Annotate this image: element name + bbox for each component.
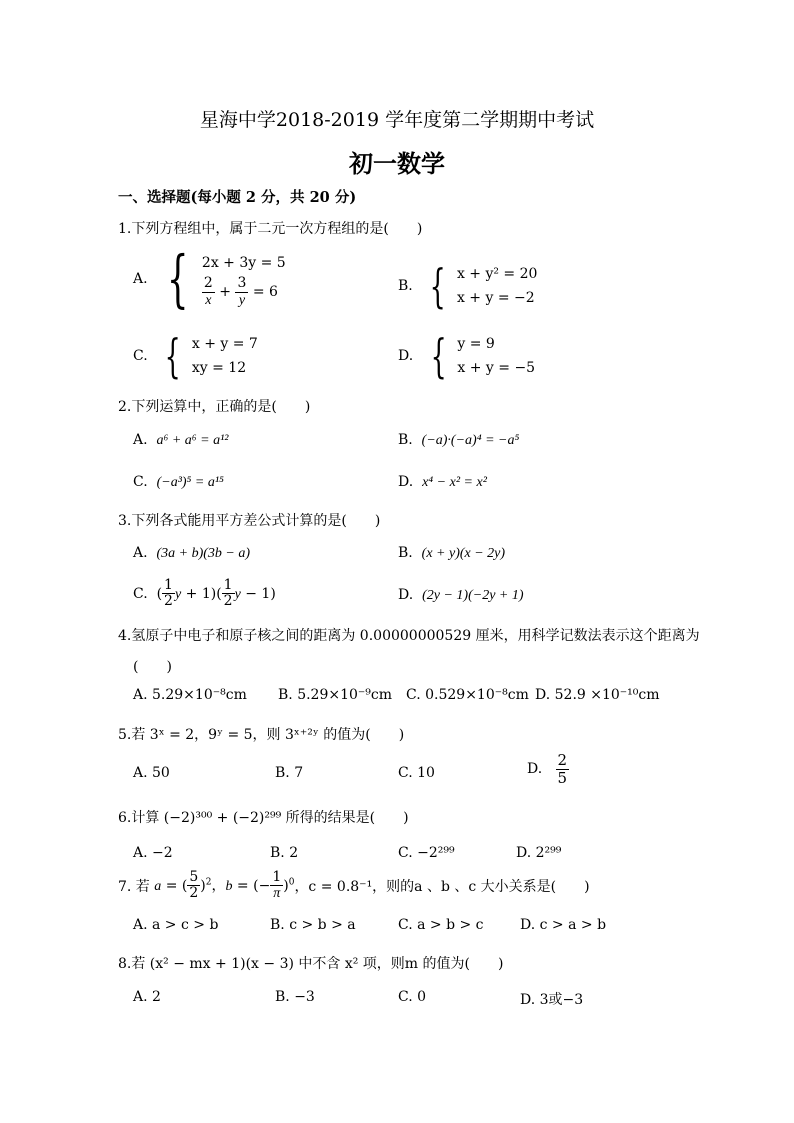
q7-option-c[interactable]: C. a > b > c xyxy=(398,917,484,933)
q2-option-b[interactable] xyxy=(398,432,519,449)
brace-icon: { xyxy=(429,259,446,313)
q6-option-b[interactable]: B. 2 xyxy=(270,845,299,861)
q8-option-c[interactable]: C. 0 xyxy=(398,989,427,1005)
q3-a-label: A. xyxy=(133,545,148,561)
question-6-stem: 6.计算 (−2)³⁰⁰ + (−2)²⁹⁹ 所得的结果是( ) xyxy=(118,810,409,826)
q2-a-expr: a⁶ + a⁶ = a¹² xyxy=(156,433,229,448)
q1-d-system xyxy=(457,332,535,380)
q1-c-label: C. xyxy=(133,348,148,364)
q1-b-system xyxy=(457,262,538,310)
question-4-blank: ( ) xyxy=(133,659,172,675)
q5-option-b[interactable]: B. 7 xyxy=(275,765,304,781)
q1-d-eq2: x + y = −5 xyxy=(457,360,536,376)
question-1-stem: 1.下列方程组中，属于二元一次方程组的是( ) xyxy=(118,221,423,237)
q7-a-def: a = ( $\frac{5}{2}$ )$^2$，b = (− $\frac{1}{\pi}$ )$^0$ xyxy=(154,869,295,902)
q3-option-d[interactable] xyxy=(398,587,524,604)
q6-option-d[interactable]: D. 2²⁹⁹ xyxy=(516,845,562,861)
q2-c-expr: (−a³)⁵ = a¹⁵ xyxy=(156,475,224,490)
q1-c-system xyxy=(192,332,258,380)
q1-option-c[interactable] xyxy=(133,329,258,383)
brace-icon: { xyxy=(430,329,447,383)
question-3-stem: 3.下列各式能用平方差公式计算的是( ) xyxy=(118,513,381,529)
q5-d-numerator: 2 xyxy=(557,751,568,769)
q3-option-c[interactable] xyxy=(133,578,276,610)
q1-d-eq1: y = 9 xyxy=(457,336,495,352)
q2-b-expr: (−a)·(−a)⁴ = −a⁵ xyxy=(421,433,520,448)
q1-a-eq2-rhs: = 6 xyxy=(252,284,278,300)
q5-d-label: D. xyxy=(527,761,543,777)
q1-option-a[interactable] xyxy=(133,242,286,315)
q1-a-label: A. xyxy=(133,271,148,287)
q3-c-label: C. xyxy=(133,585,148,602)
q3-b-label: B. xyxy=(398,545,413,561)
q1-b-eq1: x + y² = 20 xyxy=(456,266,538,282)
q8-option-d[interactable]: D. 3或−3 xyxy=(520,992,584,1008)
brace-icon: { xyxy=(164,329,181,383)
q7-option-a[interactable]: A. a > c > b xyxy=(133,917,219,933)
q1-a-eq2: $\frac{2}{x}$ + $\frac{3}{y}$ = 6 xyxy=(203,275,278,308)
q2-d-label: D. xyxy=(398,474,414,490)
q7-option-d[interactable]: D. c > a > b xyxy=(520,917,607,933)
q7-stem-suffix: ，c = 0.8⁻¹，则的a 、b 、c 大小关系是( ) xyxy=(294,878,590,895)
q2-a-label: A. xyxy=(133,432,148,448)
q4-option-b[interactable]: B. 5.29×10⁻⁹cm xyxy=(278,687,393,703)
q3-b-expr: (x + y)(x − 2y) xyxy=(421,546,506,561)
q1-c-eq1: x + y = 7 xyxy=(191,336,258,352)
q3-a-expr: (3a + b)(3b − a) xyxy=(156,546,251,561)
q3-c-expr: ( $\frac{1}{2}$ y + 1)( $\frac{1}{2}$ y − 1) xyxy=(156,577,276,610)
q3-option-b[interactable] xyxy=(398,545,505,562)
question-8-stem: 8.若 (x² − mx + 1)(x − 3) 中不含 x² 项，则m 的值为( ) xyxy=(118,956,504,972)
section-heading: 一、选择题(每小题 2 分，共 20 分) xyxy=(118,189,357,206)
q7-option-b[interactable]: B. c > b > a xyxy=(270,917,356,933)
q4-option-a[interactable]: A. 5.29×10⁻⁸cm xyxy=(133,687,247,703)
question-4-stem: 4.氢原子中电子和原子核之间的距离为 0.00000000529 厘米，用科学记数法表示这个距离为 xyxy=(118,628,700,644)
q2-option-a[interactable] xyxy=(133,432,229,449)
brace-icon: { xyxy=(166,242,189,315)
q5-option-a[interactable]: A. 50 xyxy=(133,765,170,781)
q5-option-c[interactable]: C. 10 xyxy=(398,765,435,781)
q1-b-label: B. xyxy=(398,278,413,294)
q2-option-d[interactable] xyxy=(398,474,487,491)
q5-d-fraction xyxy=(556,752,570,786)
q4-option-d[interactable]: D. 52.9 ×10⁻¹⁰cm xyxy=(535,687,660,703)
q5-option-d[interactable] xyxy=(527,752,569,786)
q1-a-eq1: 2x + 3y = 5 xyxy=(201,255,286,272)
q3-d-label: D. xyxy=(398,587,414,603)
q3-option-a[interactable] xyxy=(133,545,250,562)
q2-c-label: C. xyxy=(133,474,148,490)
q1-b-eq2: x + y = −2 xyxy=(456,290,535,306)
q7-stem-prefix: 7. 若 xyxy=(118,878,150,895)
q6-option-a[interactable]: A. −2 xyxy=(133,845,173,861)
question-2-stem: 2.下列运算中，正确的是( ) xyxy=(118,399,311,415)
q3-d-expr: (2y − 1)(−2y + 1) xyxy=(422,588,524,603)
q6-option-c[interactable]: C. −2²⁹⁹ xyxy=(398,845,455,861)
q1-option-d[interactable] xyxy=(398,329,536,383)
q1-a-system xyxy=(202,250,286,308)
q1-option-b[interactable] xyxy=(398,259,538,313)
q1-c-eq2: xy = 12 xyxy=(191,360,247,376)
q2-b-label: B. xyxy=(398,432,413,448)
q1-d-label: D. xyxy=(398,348,414,364)
q8-option-a[interactable]: A. 2 xyxy=(133,989,161,1005)
question-7-stem xyxy=(118,870,590,902)
q5-d-denominator: 5 xyxy=(557,768,568,787)
q2-d-expr: x⁴ − x² = x² xyxy=(422,475,487,490)
exam-title: 星海中学2018-2019 学年度第二学期期中考试 xyxy=(199,109,595,131)
exam-subject: 初一数学 xyxy=(349,149,445,178)
question-5-stem: 5.若 3ˣ = 2，9ʸ = 5，则 3ˣ⁺²ʸ 的值为( ) xyxy=(118,727,405,743)
q2-option-c[interactable] xyxy=(133,474,224,491)
q4-option-c[interactable]: C. 0.529×10⁻⁸cm xyxy=(406,687,529,703)
q8-option-b[interactable]: B. −3 xyxy=(275,989,315,1005)
